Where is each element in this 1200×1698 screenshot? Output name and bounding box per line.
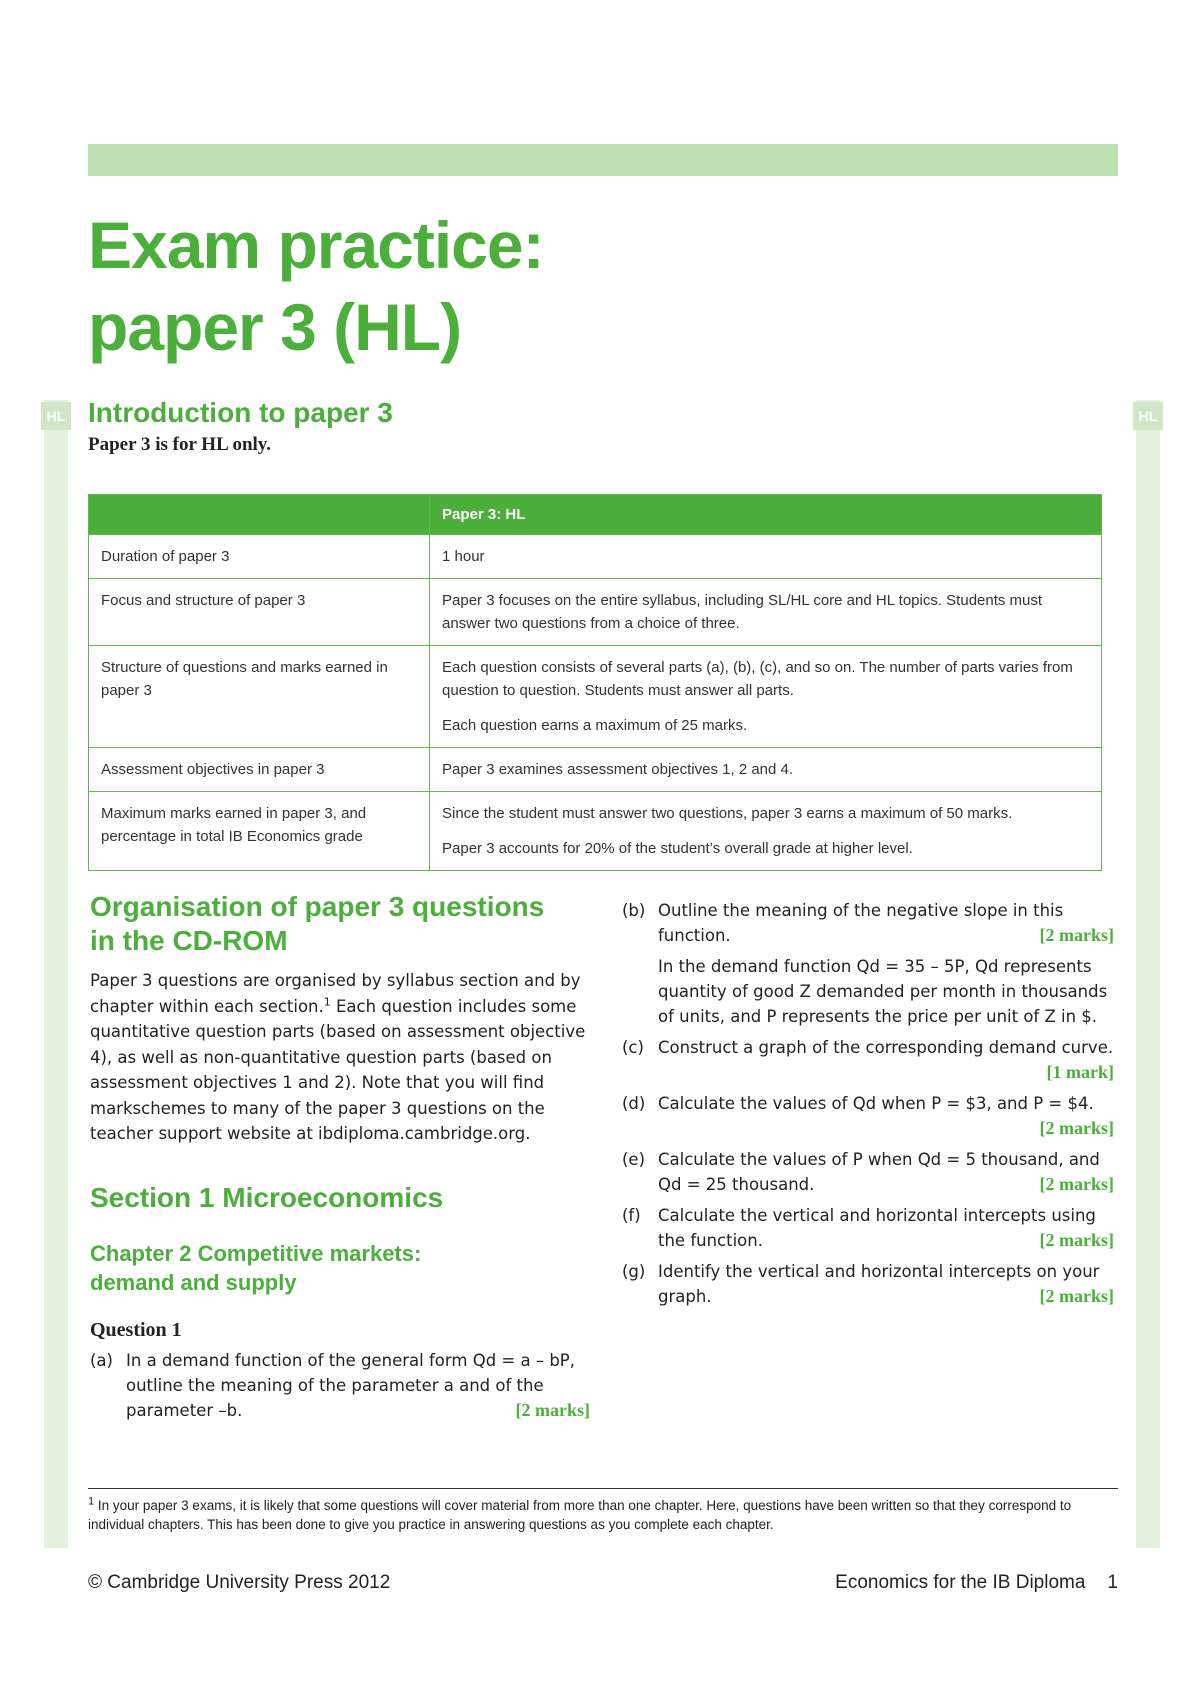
row-label: Structure of questions and marks earned in paper 3 xyxy=(89,646,430,748)
part-label: (b) xyxy=(622,901,646,920)
question-part-e xyxy=(622,1147,1114,1197)
row-value: Each question consists of several parts (a), (b), (c), and so on. The number of parts varies from question to question. Students must answer all parts. Each question earns a maximum of 25 marks. xyxy=(430,646,1102,748)
paper3-info-table xyxy=(88,494,1102,871)
section-heading: Section 1 Microeconomics xyxy=(90,1181,444,1213)
row-label: Assessment objectives in paper 3 xyxy=(89,748,430,792)
row-value: Paper 3 focuses on the entire syllabus, including SL/HL core and HL topics. Students must answer two questions from a choice of three. xyxy=(430,579,1102,646)
right-column xyxy=(622,898,1114,1315)
part-label: (c) xyxy=(622,1038,644,1057)
footnote-divider xyxy=(88,1488,1118,1489)
question-part-a xyxy=(90,1348,590,1423)
table-row xyxy=(89,535,1102,579)
table-row xyxy=(89,579,1102,646)
page-title-line-2: paper 3 (HL) xyxy=(88,290,462,364)
table-row xyxy=(89,748,1102,792)
marks-badge: [1 mark] xyxy=(1046,1062,1114,1082)
question-part-f xyxy=(622,1203,1114,1253)
part-label: (f) xyxy=(622,1206,641,1225)
row-value: Since the student must answer two questions, paper 3 earns a maximum of 50 marks. Paper 3 accounts for 20% of the student’s overall grade at higher level. xyxy=(430,792,1102,871)
page-title xyxy=(88,204,544,368)
demand-function-paragraph: In the demand function Qd = 35 – 5P, Qd represents quantity of good Z demanded per month in thousands of units, and P represents the price per unit of Z in $. xyxy=(658,957,1108,1026)
marks-badge: [2 marks] xyxy=(1039,1286,1114,1306)
page-title-line-1: Exam practice: xyxy=(88,208,544,282)
marks-badge: [2 marks] xyxy=(1039,1174,1114,1194)
question-part-g xyxy=(622,1259,1114,1309)
hl-tag-right: HL xyxy=(1133,402,1163,430)
part-text: Calculate the vertical and horizontal intercepts using the function. [2 marks] xyxy=(658,1203,1114,1253)
part-label: (a) xyxy=(90,1350,113,1370)
table-header-empty xyxy=(89,495,430,535)
part-label: (e) xyxy=(622,1150,646,1169)
part-text: Calculate the values of P when Qd = 5 thousand, and Qd = 25 thousand. [2 marks] xyxy=(658,1147,1114,1197)
row-label: Duration of paper 3 xyxy=(89,535,430,579)
part-text: In a demand function of the general form Qd = a – bP, outline the meaning of the parameter a and of the parameter –b. [2 marks] xyxy=(126,1348,590,1423)
row-value: Paper 3 examines assessment objectives 1, 2 and 4. xyxy=(430,748,1102,792)
row-label: Focus and structure of paper 3 xyxy=(89,579,430,646)
part-text: Identify the vertical and horizontal intercepts on your graph. [2 marks] xyxy=(658,1259,1114,1309)
hl-tag-left: HL xyxy=(41,402,71,430)
top-decorative-bar xyxy=(88,144,1118,176)
marks-badge: [2 marks] xyxy=(1039,1118,1114,1138)
organisation-body: Paper 3 questions are organised by syllabus section and by chapter within each section.$^1$ Each question includes some quantitative question parts (based on assessment objective 4), as well as non-quantitative question parts (based on assessment objectives 1 and 2). Note that you will find markschemes to many of the paper 3 questions on the teacher support website at ibdiploma.cambridge.org. xyxy=(90,971,586,1143)
intro-subheading: Paper 3 is for HL only. xyxy=(88,434,271,455)
part-label: (g) xyxy=(622,1262,646,1281)
footnote-number: 1 xyxy=(88,1495,95,1508)
hl-margin-strip-left xyxy=(44,400,68,1548)
marks-badge: [2 marks] xyxy=(515,1399,590,1420)
question-part-b xyxy=(622,898,1114,948)
footnote: $^1$ In your paper 3 exams, it is likely that some questions will cover material from more than one chapter. Here, questions have been written so that they correspond to individual chapters. This has been done to give you practice in answering questions as you complete each chapter. xyxy=(88,1495,1072,1532)
marks-badge: [2 marks] xyxy=(1039,1230,1114,1250)
part-text: Outline the meaning of the negative slope in this function. [2 marks] xyxy=(658,898,1114,948)
organisation-heading: Organisation of paper 3 questions in the CD-ROM xyxy=(90,891,545,956)
part-text: Construct a graph of the corresponding demand curve. [1 mark] xyxy=(658,1035,1114,1085)
question-part-d xyxy=(622,1091,1114,1141)
table-header-row xyxy=(89,495,1102,535)
marks-badge: [2 marks] xyxy=(1039,925,1114,945)
footnote-ref: 1 xyxy=(323,995,331,1008)
question-title: Question 1 xyxy=(90,1318,182,1341)
table-row xyxy=(89,646,1102,748)
chapter-heading: Chapter 2 Competitive markets: demand and supply xyxy=(90,1240,422,1295)
page-number: 1 xyxy=(1107,1572,1118,1593)
question-part-c xyxy=(622,1035,1114,1085)
row-label: Maximum marks earned in paper 3, and percentage in total IB Economics grade xyxy=(89,792,430,871)
footer-copyright: © Cambridge University Press 2012 xyxy=(88,1572,391,1593)
intro-heading: Introduction to paper 3 xyxy=(88,397,393,428)
row-value: 1 hour xyxy=(430,535,1102,579)
left-column xyxy=(90,890,590,1429)
table-row xyxy=(89,792,1102,871)
hl-margin-strip-right xyxy=(1136,400,1160,1548)
part-label: (d) xyxy=(622,1094,646,1113)
footer-book-info xyxy=(835,1572,1118,1594)
footer-book-title: Economics for the IB Diploma xyxy=(835,1572,1086,1593)
table-header-cell: Paper 3: HL xyxy=(430,495,1102,535)
part-text: Calculate the values of Qd when P = $3, and P = $4. [2 marks] xyxy=(658,1091,1114,1141)
